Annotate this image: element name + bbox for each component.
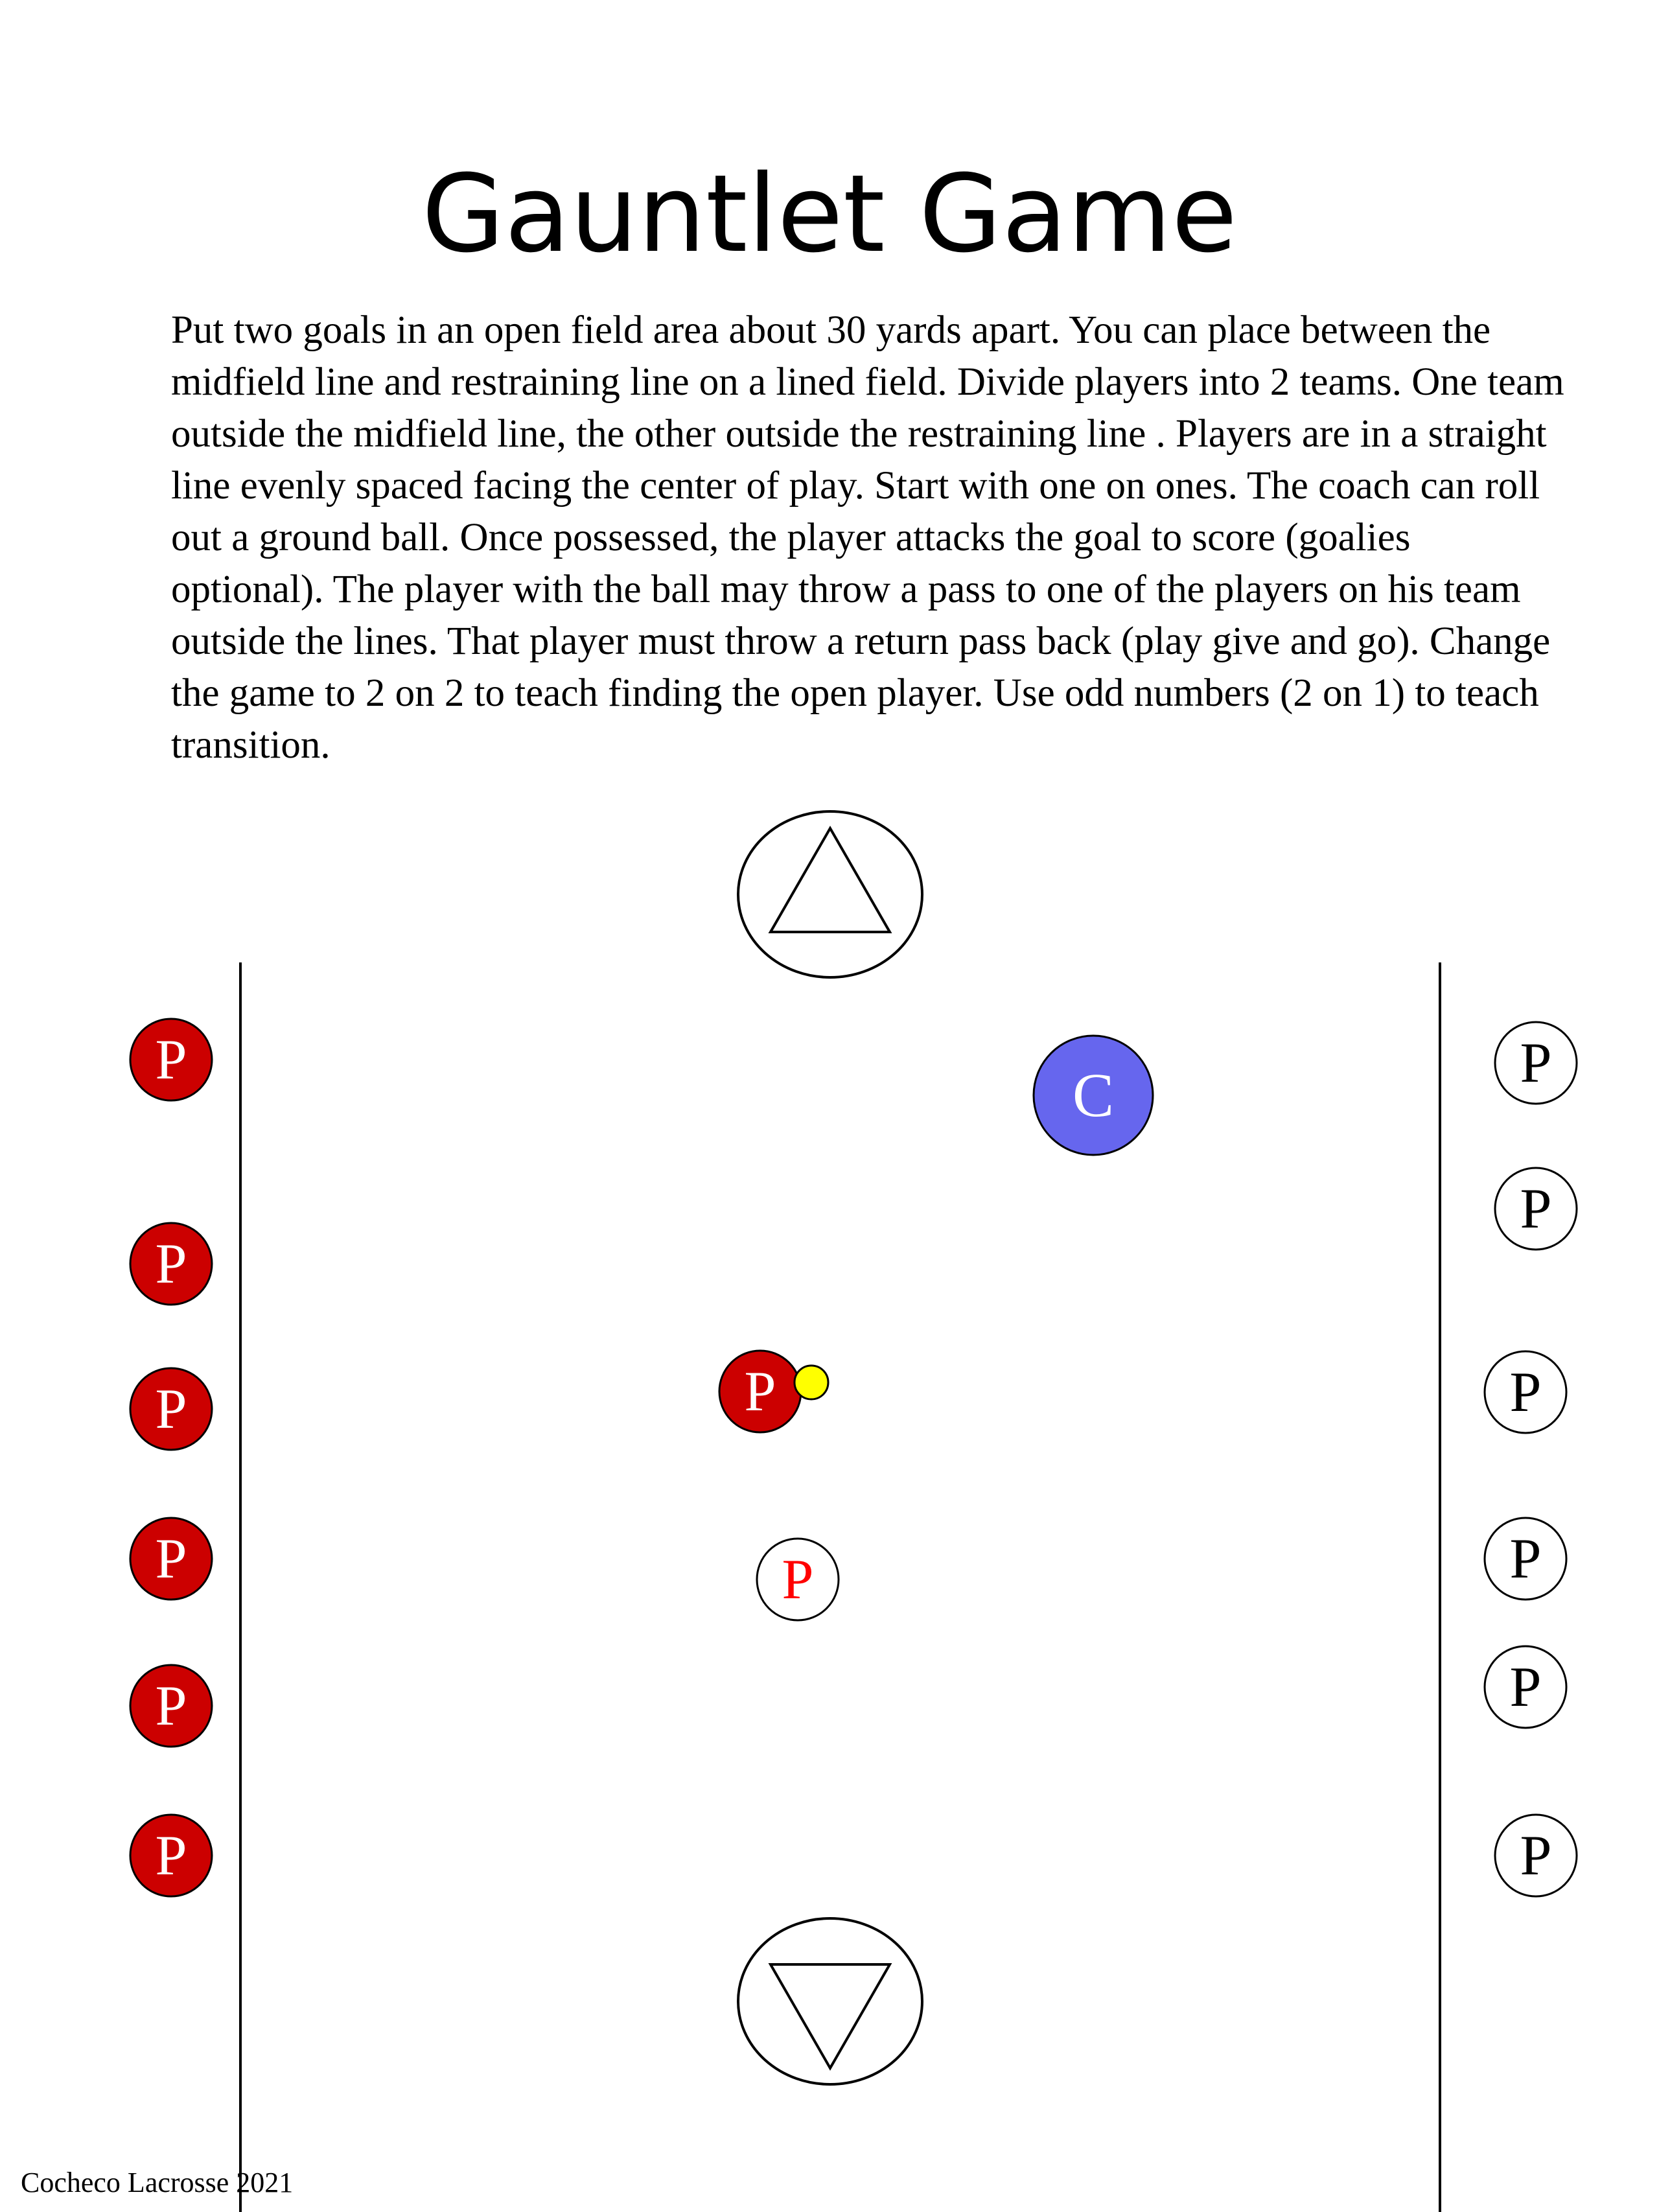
white-player-marker	[1495, 1022, 1577, 1104]
svg-text:P: P	[1509, 1656, 1542, 1719]
red-player-marker	[130, 1815, 212, 1896]
svg-text:P: P	[155, 1824, 187, 1887]
svg-text:P: P	[1520, 1032, 1552, 1095]
red-player-marker	[130, 1223, 212, 1305]
white-player-marker	[1495, 1815, 1577, 1896]
svg-text:P: P	[782, 1548, 814, 1611]
svg-text:P: P	[1520, 1178, 1552, 1240]
svg-text:P: P	[155, 1378, 187, 1441]
copyright-footer: Cocheco Lacrosse 2021	[21, 2167, 294, 2198]
bottom-goal	[738, 1918, 922, 2084]
white-player-marker	[1495, 1168, 1577, 1250]
svg-text:P: P	[155, 1528, 187, 1590]
svg-text:P: P	[744, 1360, 776, 1423]
coach-marker	[1034, 1036, 1153, 1155]
defender-marker	[757, 1539, 839, 1620]
svg-text:P: P	[155, 1233, 187, 1296]
ball-icon	[795, 1366, 828, 1399]
page-title: Gauntlet Game	[421, 152, 1238, 276]
red-player-marker	[130, 1665, 212, 1747]
white-player-marker	[1485, 1646, 1566, 1728]
ball-carrier-marker	[719, 1351, 801, 1432]
svg-text:P: P	[1520, 1824, 1552, 1887]
svg-text:P: P	[155, 1675, 187, 1738]
red-player-marker	[130, 1368, 212, 1450]
top-goal	[738, 811, 922, 977]
svg-text:P: P	[1509, 1361, 1542, 1424]
white-player-marker	[1485, 1351, 1566, 1433]
svg-text:P: P	[1509, 1528, 1542, 1590]
white-player-marker	[1485, 1518, 1566, 1600]
svg-text:P: P	[155, 1029, 187, 1091]
drill-description: Put two goals in an open field area about 30 yards apart. You can place between the midfield line and restraining line on a lined field. Divide players into 2 teams. One team outside the midfield line, the other outside the restraining line . Players are in a straight line evenly spaced facing the center of play. Start with one on ones. The coach can roll out a ground ball. Once possessed, the player attacks the goal to score (goalies optional). The player with the ball may throw a pass to one of the players on his team outside the lines. That player must throw a return pass back (play give and go). Change the game to 2 on 2 to teach finding the open player. Use odd numbers (2 on 1) to teach transition.	[171, 309, 1564, 767]
red-player-marker	[130, 1019, 212, 1100]
svg-text:C: C	[1072, 1060, 1115, 1130]
red-player-marker	[130, 1518, 212, 1600]
